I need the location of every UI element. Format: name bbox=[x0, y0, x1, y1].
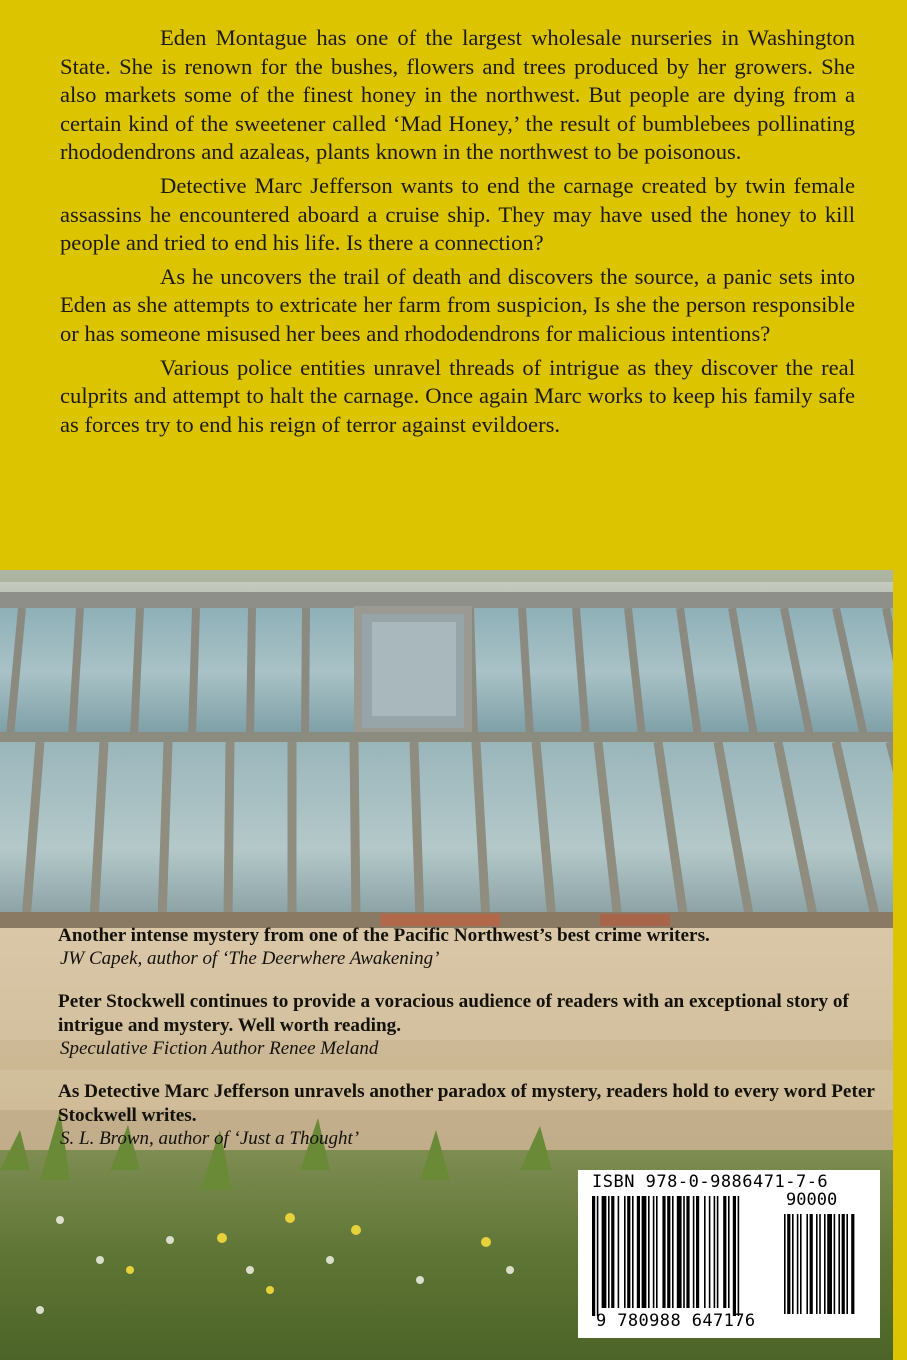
barcode-bar bbox=[693, 1196, 695, 1308]
barcode-bar bbox=[686, 1196, 689, 1308]
blurb-paragraph-1: Eden Montague has one of the largest wholesale nurseries in Washington State. She is renown for the bushes, flowers and trees produced by her growers. She also markets some of the finest honey in the northwest. But people are dying from a certain kind of the sweetener called ‘Mad Honey,’ the result of bumblebees pollinating rhododendrons and azaleas, plants known in the northwest to be poisonous. bbox=[60, 25, 855, 165]
blurb-paragraph-3: As he uncovers the trail of death and discovers the source, a panic sets into Eden as she attempts to extricate her farm from suspicion, Is she the person responsible or has someone misused her bees and rhododendrons for malicious intentions? bbox=[60, 263, 855, 346]
barcode-bar bbox=[683, 1196, 685, 1308]
barcode-bar bbox=[677, 1196, 682, 1308]
review-quote-3 bbox=[58, 1080, 878, 1150]
barcode-bar bbox=[733, 1196, 736, 1316]
addon-bar bbox=[800, 1214, 802, 1314]
barcode-bar bbox=[642, 1196, 647, 1308]
barcode-bar bbox=[662, 1196, 665, 1308]
addon-bar bbox=[792, 1214, 794, 1314]
barcode-bar bbox=[704, 1196, 706, 1308]
blurb-paragraph-2: Detective Marc Jefferson wants to end the carnage created by twin female assassins he encountered aboard a cruise ship. They may have used the honey to kill people and tried to end his life. Is there a connection? bbox=[60, 172, 855, 256]
quote-attribution: JW Capek, author of ‘The Deerwhere Awakening’ bbox=[60, 948, 440, 969]
addon-bar bbox=[819, 1214, 821, 1314]
addon-bar bbox=[842, 1214, 845, 1314]
barcode-bar bbox=[723, 1196, 726, 1308]
barcode-bar bbox=[738, 1196, 740, 1316]
addon-bar bbox=[816, 1214, 818, 1314]
barcode-bar bbox=[696, 1196, 699, 1308]
barcode-bar bbox=[602, 1196, 607, 1308]
quote-attribution: S. L. Brown, author of ‘Just a Thought’ bbox=[60, 1128, 360, 1149]
addon-bar bbox=[851, 1214, 854, 1314]
barcode-bar bbox=[597, 1196, 599, 1316]
review-quotes bbox=[58, 924, 878, 1170]
barcode-bar bbox=[632, 1196, 634, 1308]
addon-bar bbox=[834, 1214, 836, 1314]
barcode-bar bbox=[648, 1196, 650, 1308]
review-quote-2 bbox=[58, 990, 878, 1060]
addon-bar bbox=[784, 1214, 786, 1314]
addon-bar bbox=[838, 1214, 840, 1314]
blurb-paragraph-4: Various police entities unravel threads of intrigue as they discover the real culprits and attempt to halt the carnage. Once again Marc works to keep his family safe as forces try to end his reign of terror against evildoers. bbox=[60, 354, 855, 437]
blurb-panel bbox=[0, 0, 907, 570]
barcode-bar bbox=[627, 1196, 630, 1308]
barcode-bar bbox=[672, 1196, 674, 1308]
barcode-bar bbox=[611, 1196, 614, 1308]
quote-text: Another intense mystery from one of the Pacific Northwest’s best crime writers. bbox=[58, 925, 710, 946]
barcode-bar bbox=[717, 1196, 719, 1308]
review-quote-1 bbox=[58, 924, 878, 970]
book-blurb bbox=[60, 24, 855, 444]
quote-attribution: Speculative Fiction Author Renee Meland bbox=[60, 1038, 379, 1059]
addon-bar bbox=[824, 1214, 826, 1314]
addon-bar bbox=[846, 1214, 848, 1314]
barcode-bar bbox=[618, 1196, 620, 1308]
barcode-addon-digits: 90000 bbox=[786, 1190, 838, 1210]
isbn-barcode bbox=[578, 1170, 880, 1338]
addon-bar bbox=[810, 1214, 813, 1314]
addon-bar bbox=[806, 1214, 808, 1314]
barcode-bar bbox=[653, 1196, 655, 1308]
barcode-bar bbox=[728, 1196, 730, 1308]
quote-text: Peter Stockwell continues to provide a voracious audience of readers with an exceptional story of intrigue and mystery. Well worth reading. bbox=[58, 991, 849, 1036]
barcode-bar bbox=[592, 1196, 595, 1316]
barcode-bar bbox=[637, 1196, 640, 1308]
barcode-bar bbox=[624, 1196, 626, 1308]
isbn-number: ISBN 978-0-9886471-7-6 bbox=[592, 1172, 829, 1192]
barcode-bar bbox=[667, 1196, 670, 1308]
addon-bar bbox=[827, 1214, 832, 1314]
quote-text: As Detective Marc Jefferson unravels another paradox of mystery, readers hold to every word Peter Stockwell writes. bbox=[58, 1081, 875, 1126]
barcode-bar bbox=[656, 1196, 658, 1308]
addon-bar bbox=[797, 1214, 799, 1314]
barcode-bar bbox=[608, 1196, 610, 1308]
barcode-bar bbox=[714, 1196, 716, 1308]
barcode-bar bbox=[709, 1196, 711, 1308]
barcode-ean-digits: 9 780988 647176 bbox=[596, 1311, 756, 1331]
addon-bar bbox=[787, 1214, 790, 1314]
